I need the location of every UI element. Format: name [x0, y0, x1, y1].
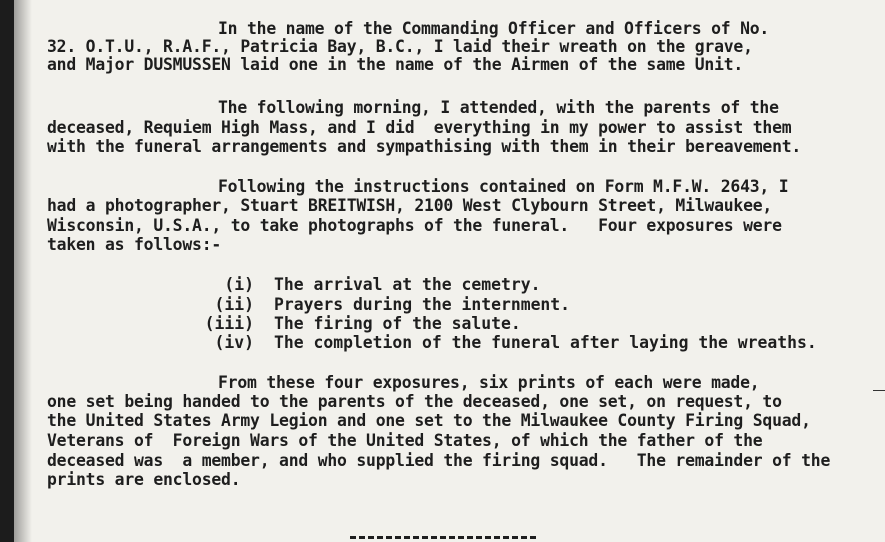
- list-item-text: The arrival at the cemetry.: [274, 275, 541, 294]
- text-line: 32. O.T.U., R.A.F., Patricia Bay, B.C., I laid their wreath on the grave,: [47, 37, 753, 56]
- list-item-number: (ii): [214, 295, 254, 314]
- text-line: From these four exposures, six prints of each were made,: [218, 373, 760, 392]
- text-line: In the name of the Commanding Officer and Officers of No.: [218, 19, 770, 38]
- list-item-number: (iv): [214, 333, 254, 352]
- document-page: [14, 0, 885, 542]
- text-line: had a photographer, Stuart BREITWISH, 2100 West Clybourn Street, Milwaukee,: [47, 196, 773, 215]
- text-line: deceased was a member, and who supplied the firing squad. The remainder of the: [47, 451, 831, 470]
- text-line: and Major DUSMUSSEN laid one in the name of the Airmen of the same Unit.: [47, 55, 744, 74]
- page-edge-shadow: [14, 0, 32, 542]
- text-line: the United States Army Legion and one set to the Milwaukee County Firing Squad,: [47, 411, 811, 430]
- text-line: one set being handed to the parents of the deceased, one set, on request, to: [47, 392, 782, 411]
- text-line: taken as follows:-: [47, 235, 222, 254]
- margin-mark: [873, 390, 885, 391]
- text-line: Veterans of Foreign Wars of the United States, of which the father of the: [47, 431, 763, 450]
- list-item-number: (i): [224, 275, 254, 294]
- list-item-text: The completion of the funeral after laying the wreaths.: [274, 333, 817, 352]
- list-item-number: (iii): [204, 314, 254, 333]
- text-line: The following morning, I attended, with the parents of the: [218, 98, 779, 117]
- text-line: Following the instructions contained on Form M.F.W. 2643, I: [218, 177, 789, 196]
- text-line: prints are enclosed.: [47, 470, 241, 489]
- text-line: deceased, Requiem High Mass, and I did everything in my power to assist them: [47, 118, 792, 137]
- text-line: Wisconsin, U.S.A., to take photographs of the funeral. Four exposures were: [47, 216, 782, 235]
- list-item-text: Prayers during the internment.: [274, 295, 571, 314]
- text-line: with the funeral arrangements and sympathising with them in their bereavement.: [47, 137, 802, 156]
- dashed-divider: [350, 536, 536, 539]
- list-item-text: The firing of the salute.: [274, 314, 521, 333]
